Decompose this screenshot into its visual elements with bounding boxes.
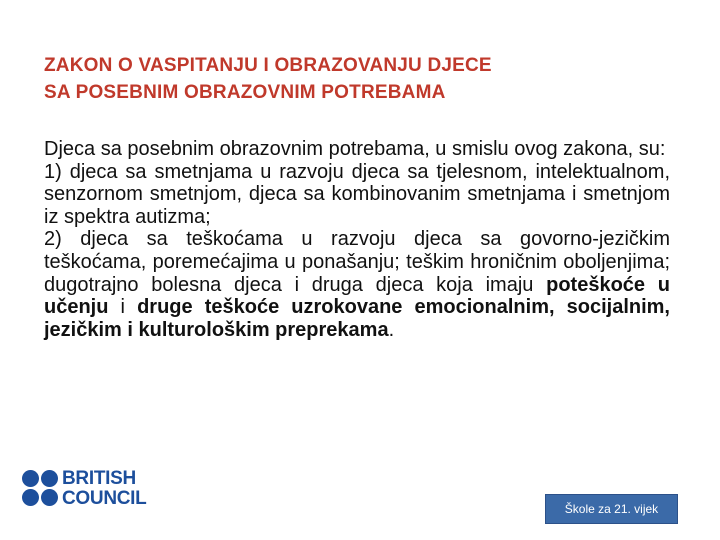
footer-badge: Škole za 21. vijek <box>545 494 678 524</box>
point-2-text-end: . <box>388 318 395 341</box>
point-2-emphasis-learning: poteškoće u učenju <box>44 273 670 319</box>
slide-title-line-1: ZAKON O VASPITANJU I OBRAZOVANJU DJECE <box>44 55 492 76</box>
logo-word-council: COUNCIL <box>62 488 147 509</box>
slide-title-line-2: SA POSEBNIM OBRAZOVNIM POTREBAMA <box>44 82 446 103</box>
slide-title <box>44 52 694 106</box>
slide-body <box>44 138 670 341</box>
point-2-text-start: 2) djeca sa teškoćama u razvoju djeca sa govorno-jezičkim teškoćama, poremećajima u ponašanju; teškim hroničnim oboljenjima; dugotrajno bolesna djeca i druga djeca koja imaju <box>44 228 670 296</box>
british-council-dots-icon <box>22 470 60 508</box>
point-2-emphasis-other: druge teškoće uzrokovane emocionalnim, socijalnim, jezičkim i kulturološkim preprekama <box>44 296 670 341</box>
intro-paragraph: Djeca sa posebnim obrazovnim potrebama, u smislu ovog zakona, su: <box>44 138 666 160</box>
point-2-paragraph <box>44 228 670 341</box>
point-1-paragraph: 1) djeca sa smetnjama u razvoju djeca sa tjelesnom, intelektualnom, senzornom smetnjom, djeca sa kombinovanim smetnjama i smetnjom iz spektra autizma; <box>44 160 670 228</box>
british-council-logo <box>22 468 172 512</box>
point-2-text-mid: i <box>108 296 138 319</box>
logo-word-british: BRITISH <box>62 468 136 489</box>
